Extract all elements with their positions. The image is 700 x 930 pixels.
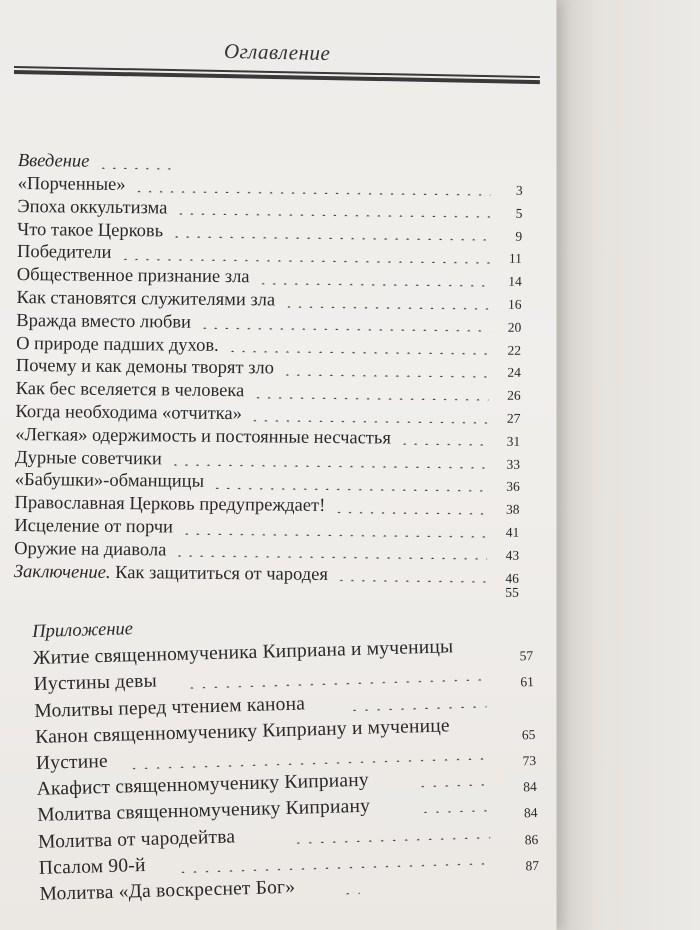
- appendix-entry-title: Житие священномученика Киприана и мученицы: [32, 636, 454, 670]
- toc-row: [16, 376, 521, 404]
- toc-row: [15, 422, 520, 450]
- toc-entry-title: Почему и как демоны творят зло: [15, 356, 275, 379]
- dot-leader: [173, 205, 490, 218]
- appendix-entry-title: Молитва от чародейтва: [37, 825, 236, 853]
- toc-page-number: 55: [505, 584, 519, 600]
- toc-entry-title: Эпоха оккультизма: [17, 196, 168, 219]
- toc-row: [17, 239, 522, 267]
- toc-row: [15, 399, 520, 427]
- appendix-entry-title: Молитва священномученику Киприану: [37, 795, 371, 827]
- toc-entry-title-italic: Заключение.: [13, 561, 111, 583]
- toc-entry-title: Введение: [17, 151, 90, 172]
- toc-page-number: 36: [506, 479, 520, 495]
- toc-row: [16, 330, 521, 358]
- toc-entry-title: Вражда вместо любви: [16, 310, 192, 333]
- toc-page-number: 31: [506, 433, 521, 449]
- toc-page-number: 43: [505, 547, 520, 563]
- dot-leader: [281, 297, 489, 309]
- toc-page-number: 46: [505, 570, 519, 586]
- dot-leader: [334, 571, 487, 582]
- dot-leader: [225, 342, 489, 355]
- dot-leader: [172, 547, 487, 560]
- toc-page-number: 9: [515, 228, 523, 244]
- appendix-entry-title: Канон священномученику Киприану и мученице: [34, 715, 451, 748]
- toc-entry-title: Оружие на диавола: [14, 538, 167, 561]
- toc-entry-title: Православная Церковь предупреждает!: [14, 493, 326, 517]
- toc-row: [14, 513, 519, 541]
- toc-entry-title: [14, 563, 328, 585]
- dot-leader: [248, 411, 489, 423]
- appendix-page-number: 84: [523, 779, 538, 795]
- appendix-page-number: 73: [522, 752, 537, 769]
- toc-entry-title: Общественное признание зла: [16, 265, 250, 288]
- toc-page-number: 20: [507, 319, 522, 335]
- dot-leader: [179, 524, 487, 537]
- toc-row: [17, 262, 522, 290]
- appendix-entry-title: Молитва «Да воскреснет Бог»: [39, 876, 296, 905]
- dot-leader: [169, 228, 490, 241]
- toc-row: [16, 308, 521, 336]
- dot-leader: [290, 828, 490, 844]
- toc-page-number: 38: [505, 501, 520, 518]
- toc-page-number: 24: [507, 365, 521, 381]
- toc-page-number: 16: [507, 296, 522, 312]
- toc-entry-title: «Порченные»: [17, 174, 126, 196]
- toc-entry-title: Исцеление от порчи: [14, 516, 174, 538]
- toc-page-number: 41: [505, 524, 520, 540]
- appendix-section: [32, 608, 540, 908]
- appendix-entry-title: Псалом 90-й: [38, 854, 146, 879]
- toc-entry-title: Дурные советчики: [14, 447, 162, 470]
- dot-leader: [256, 274, 490, 286]
- page-title: Оглавление: [223, 38, 331, 66]
- dot-leader: [210, 479, 488, 492]
- toc-page-number: 22: [507, 342, 522, 358]
- toc-entry-title: Что такое Церковь: [17, 219, 164, 242]
- toc-row: [15, 467, 520, 495]
- dot-leader: [280, 365, 489, 377]
- toc-row: [16, 353, 521, 381]
- appendix-page-number: 84: [523, 805, 538, 821]
- toc-entry-title-rest: Как защититься от чародея: [110, 562, 329, 585]
- dot-leader: [168, 456, 488, 469]
- toc-page-number: 5: [515, 205, 523, 221]
- toc-row: [17, 194, 522, 222]
- appendix-page-number: 57: [519, 648, 534, 664]
- toc-page-number: 11: [508, 251, 523, 267]
- toc-entry-title: Как становятся служителями зла: [16, 288, 276, 311]
- toc-page-number: 14: [508, 273, 522, 290]
- toc-entry-title: Когда необходима «отчитка»: [15, 402, 243, 425]
- dot-leader: [197, 319, 489, 332]
- dot-leader: [339, 884, 359, 895]
- toc-page-number: 3: [515, 182, 523, 198]
- dot-leader: [131, 182, 490, 195]
- appendix-entry-title: Акафист священномученику Киприану: [36, 769, 370, 801]
- toc-entry-title: «Легкая» одержимость и постоянные несчастья: [15, 424, 391, 449]
- table-of-contents: [14, 148, 523, 600]
- dot-leader: [417, 802, 489, 814]
- toc-entry-title: О природе падших духов.: [16, 333, 219, 356]
- toc-row: [15, 444, 520, 472]
- dot-leader: [331, 503, 487, 514]
- toc-page-number: 27: [506, 410, 521, 426]
- toc-row: [14, 536, 519, 564]
- toc-page-number: 33: [506, 456, 521, 472]
- dot-leader: [414, 775, 486, 787]
- toc-row: [14, 490, 519, 518]
- appendix-entry-title: Молитвы перед чтением канона: [34, 692, 306, 722]
- appendix-entry-title: Иустины девы: [33, 670, 158, 696]
- toc-row-conclusion: [14, 558, 519, 586]
- dot-leader: [95, 159, 175, 170]
- appendix-title: Приложение: [32, 619, 134, 642]
- toc-row: [16, 285, 521, 313]
- appendix-page-number: 61: [520, 674, 535, 690]
- appendix-page-number: 65: [521, 726, 536, 743]
- dot-leader: [117, 250, 490, 264]
- toc-entry-title: Победители: [16, 242, 112, 264]
- toc-row: [17, 216, 522, 244]
- dot-leader: [250, 388, 488, 400]
- toc-entry-title: Как бес вселяется в человека: [15, 379, 245, 402]
- toc-row: [18, 171, 523, 199]
- background-surface: [556, 0, 700, 930]
- toc-page-number: 26: [507, 387, 521, 404]
- appendix-page-number: 87: [525, 857, 540, 874]
- dot-leader: [346, 697, 486, 711]
- toc-entry-title: «Бабушки»-обманщицы: [14, 470, 205, 493]
- appendix-entry-title: Иустине: [35, 750, 109, 774]
- dot-leader: [397, 435, 488, 446]
- appendix-page-number: 86: [524, 831, 539, 847]
